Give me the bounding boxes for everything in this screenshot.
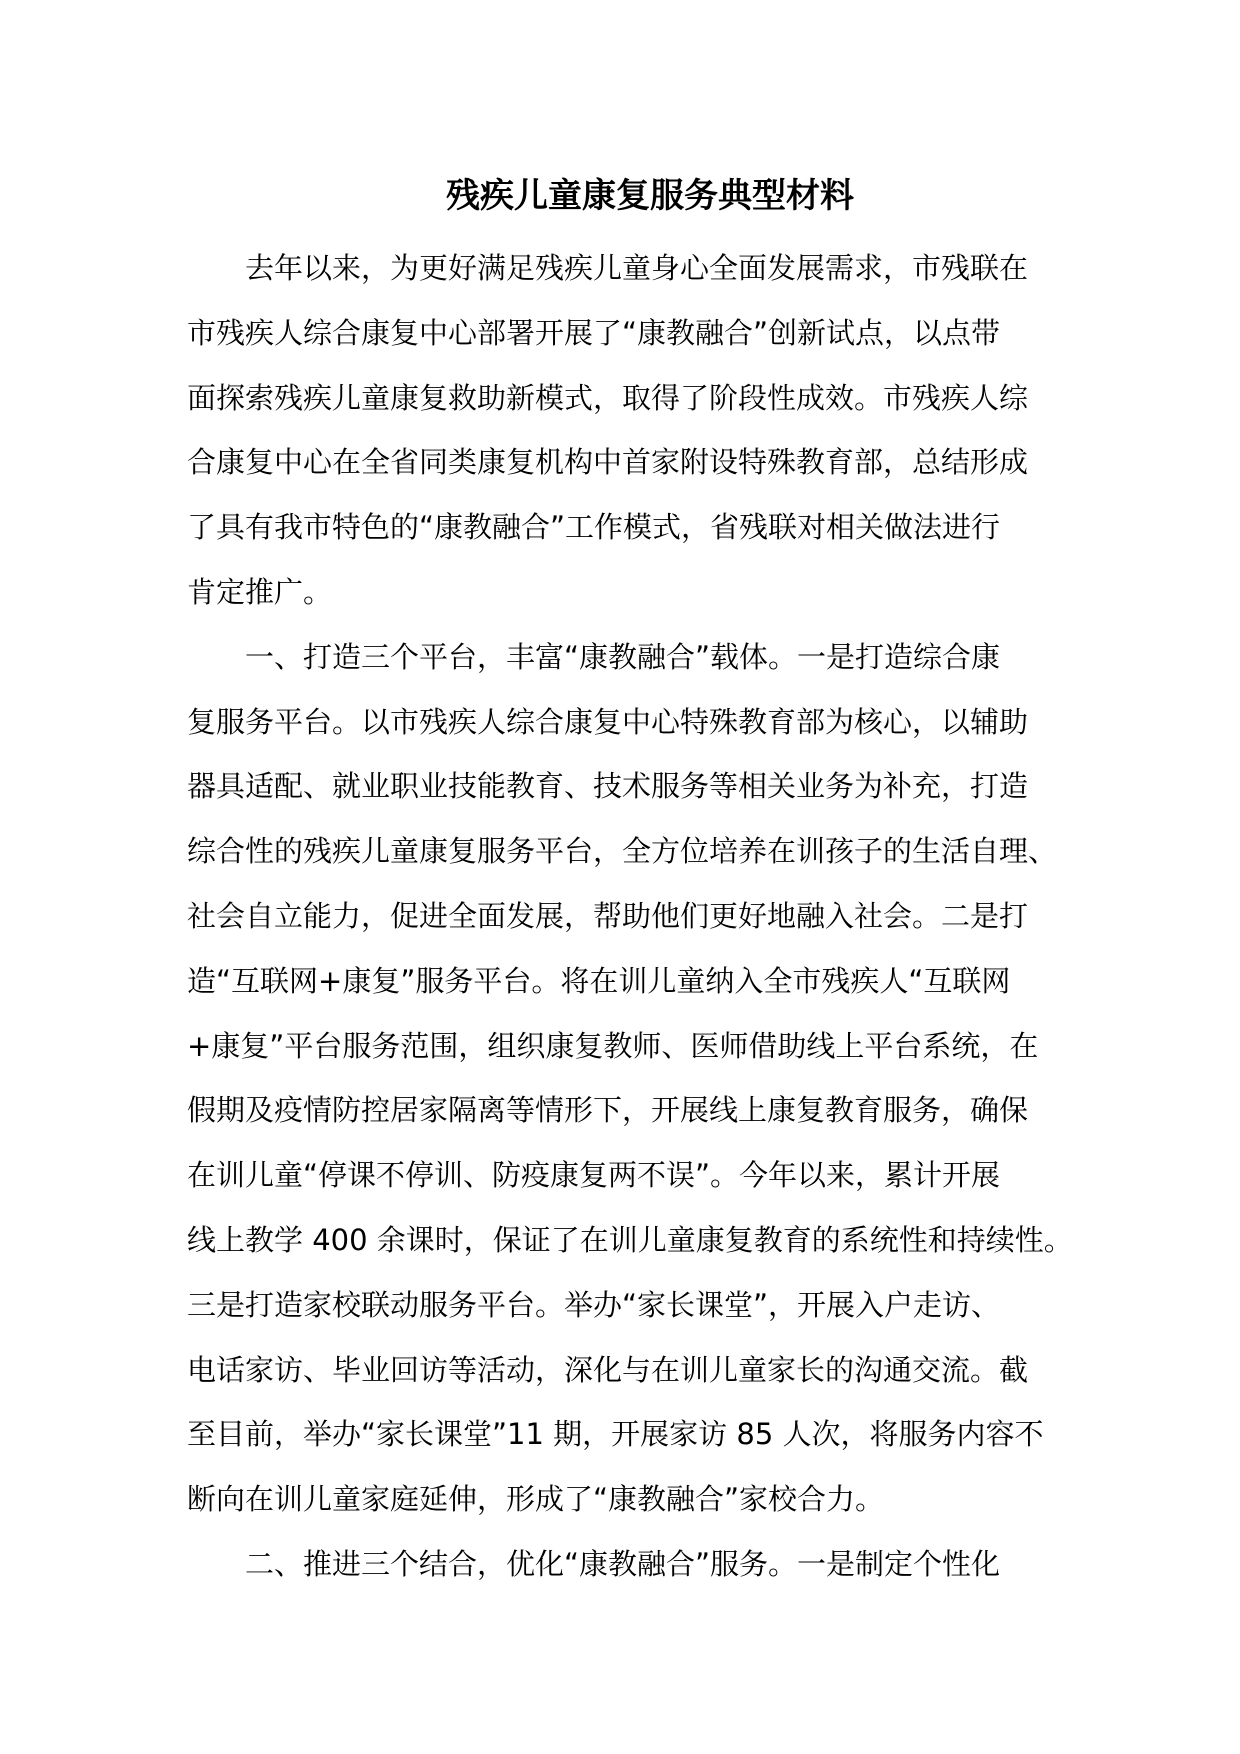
paragraph: [187, 236, 1067, 625]
paragraph-line: 至目前，举办“家长课堂”11 期，开展家访 85 人次，将服务内容不: [187, 1417, 1044, 1452]
paragraph-line: 肯定推广。: [187, 574, 333, 609]
document-body: [187, 236, 1073, 1597]
paragraph-line: 断向在训儿童家庭延伸，形成了“康教融合”家校合力。: [187, 1482, 885, 1517]
paragraph-line: 三是打造家校联动服务平台。举办“家长课堂”，开展入户走访、: [187, 1287, 1001, 1322]
paragraph-line: 一、打造三个平台，丰富“康教融合”载体。一是打造综合康: [245, 639, 1001, 674]
paragraph: [187, 1532, 1067, 1597]
paragraph-line: 线上教学 400 余课时，保证了在训儿童康复教育的系统性和持续性。: [187, 1222, 1073, 1257]
paragraph-line: 在训儿童“停课不停训、防疫康复两不误”。今年以来，累计开展: [187, 1158, 1001, 1193]
paragraph-line: 综合性的残疾儿童康复服务平台，全方位培养在训孩子的生活自理、: [187, 834, 1058, 869]
paragraph-line: 社会自立能力，促进全面发展，帮助他们更好地融入社会。二是打: [187, 898, 1029, 933]
document-title: 残疾儿童康复服务典型材料: [446, 176, 854, 216]
paragraph-line: 了具有我市特色的“康教融合”工作模式，省残联对相关做法进行: [187, 510, 1001, 545]
paragraph-line: 复服务平台。以市残疾人综合康复中心特殊教育部为核心，以辅助: [187, 704, 1029, 739]
paragraph-line: 市残疾人综合康复中心部署开展了“康教融合”创新试点，以点带: [187, 315, 1001, 350]
paragraph-line: 电话家访、毕业回访等活动，深化与在训儿童家长的沟通交流。截: [187, 1352, 1029, 1387]
paragraph-line: 假期及疫情防控居家隔离等情形下，开展线上康复教育服务，确保: [187, 1093, 1029, 1128]
paragraph-line: 器具适配、就业职业技能教育、技术服务等相关业务为补充，打造: [187, 769, 1029, 804]
paragraph-line: 合康复中心在全省同类康复机构中首家附设特殊教育部，总结形成: [187, 445, 1029, 480]
paragraph-line: 二、推进三个结合，优化“康教融合”服务。一是制定个性化: [245, 1546, 1001, 1581]
paragraph-line: 造“互联网+康复”服务平台。将在训儿童纳入全市残疾人“互联网: [187, 963, 1011, 998]
paragraph-line: +康复”平台服务范围，组织康复教师、医师借助线上平台系统，在: [187, 1028, 1039, 1063]
paragraph-line: 去年以来，为更好满足残疾儿童身心全面发展需求，市残联在: [245, 251, 1029, 285]
paragraph: [187, 625, 1073, 1532]
paragraph-line: 面探索残疾儿童康复救助新模式，取得了阶段性成效。市残疾人综: [187, 380, 1029, 415]
